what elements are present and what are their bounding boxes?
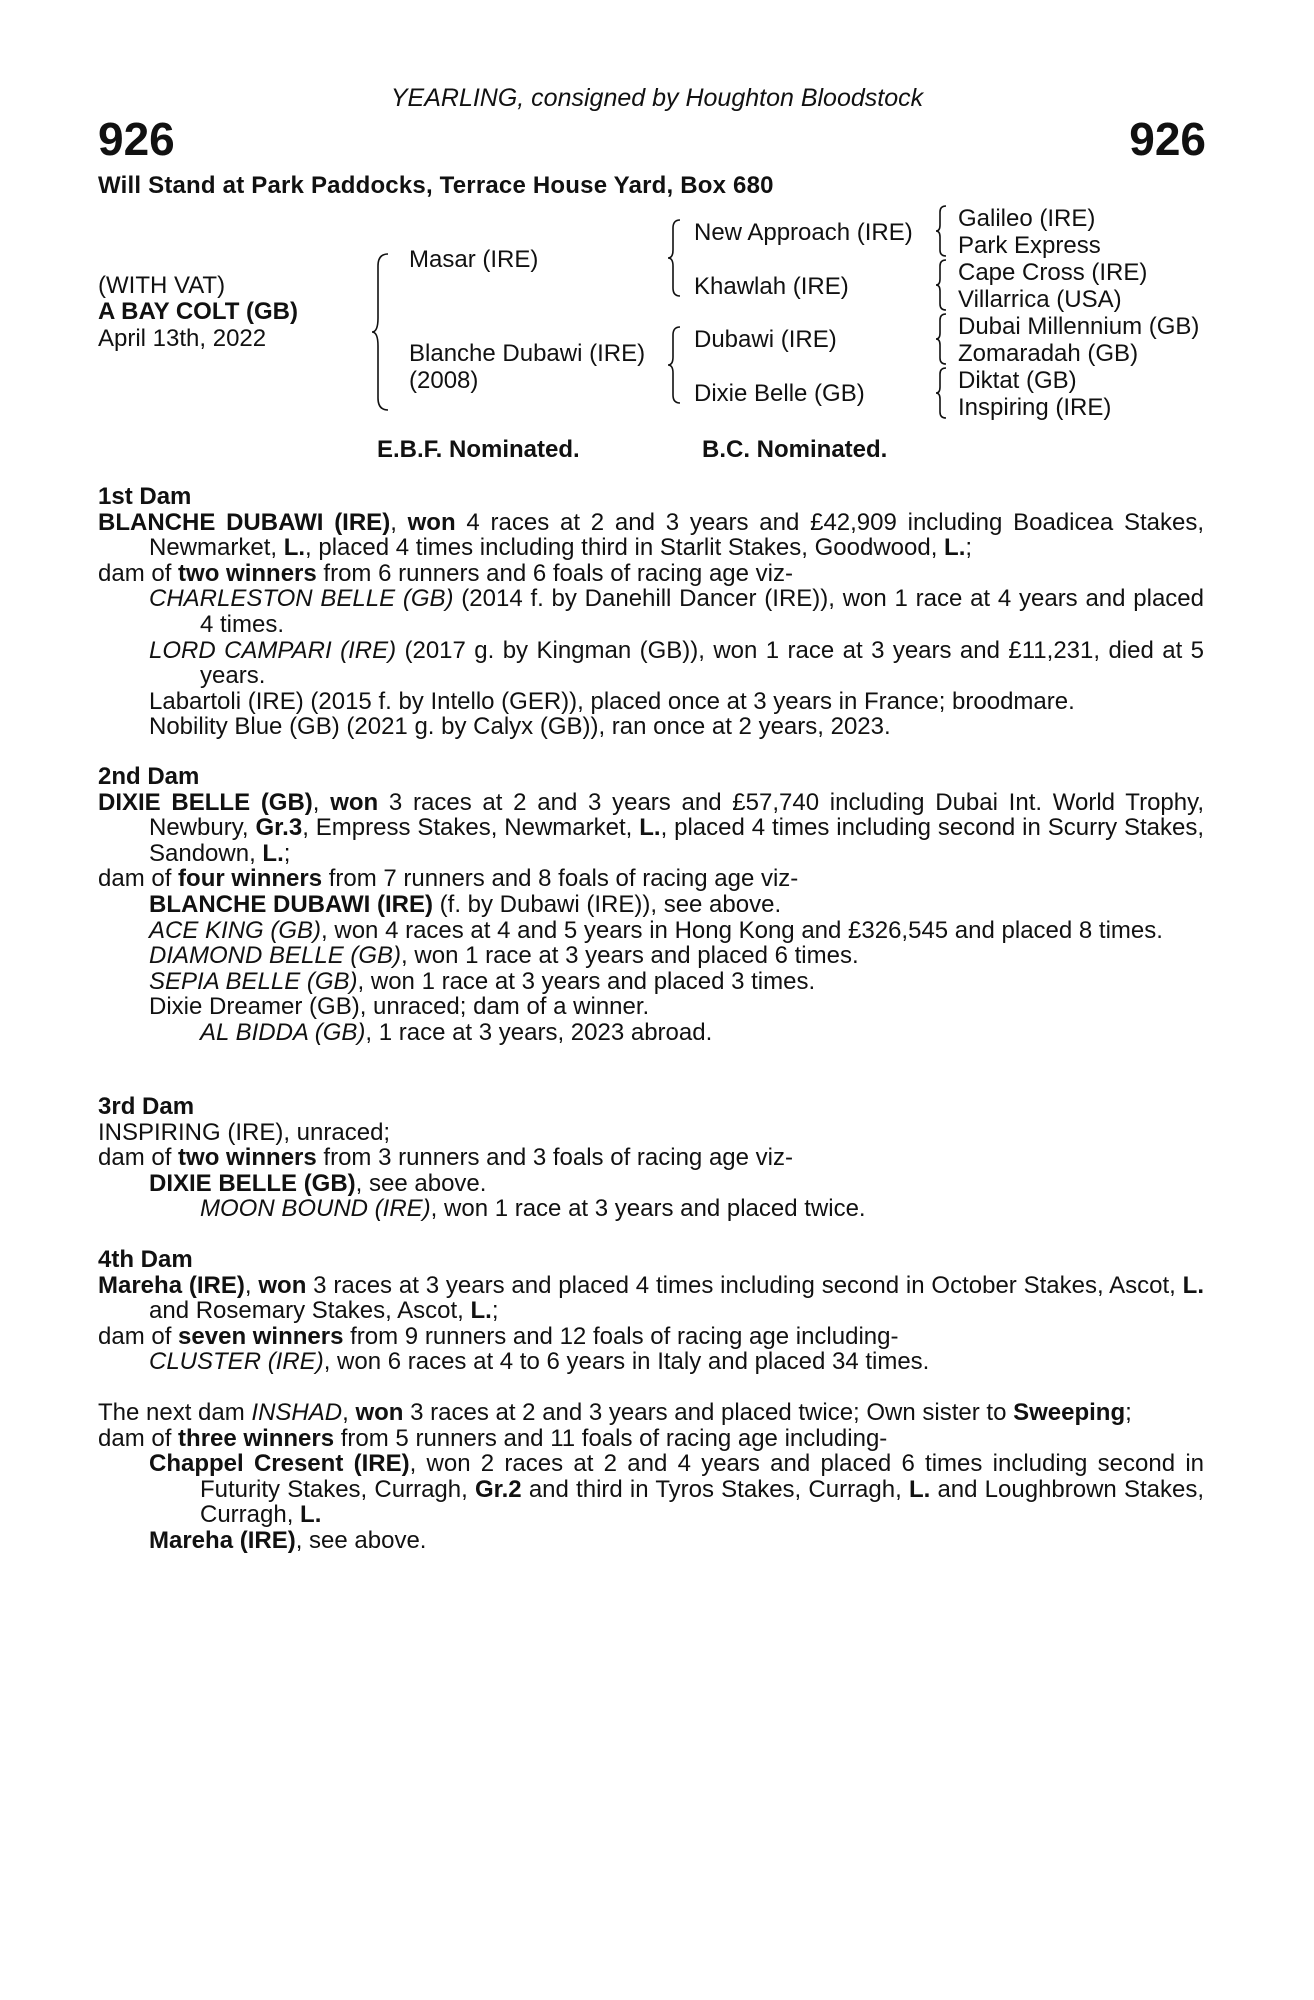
next-dam-dam-of-b: from 5 runners and 11 foals of racing age including- <box>334 1424 888 1452</box>
third-dam-section <box>98 1094 1204 1222</box>
third-dam-dam-of: dam of <box>98 1144 179 1172</box>
second-dam-produce-5 <box>98 994 1204 1020</box>
stand-location: Will Stand at Park Paddocks, Terrace House Yard, Box 680 <box>98 172 774 199</box>
lot-number-right: 926 <box>1129 113 1206 165</box>
pedigree-bracket-g2 <box>936 258 948 312</box>
first-dam-produce-3 <box>98 689 1204 715</box>
fourth-dam-produce-summary <box>98 1324 1204 1350</box>
second-dam-produce-3 <box>98 943 1204 969</box>
pedigree-g8: Inspiring (IRE) <box>958 394 1112 421</box>
second-dam-record-d: ; <box>283 839 291 867</box>
lot-number-left: 926 <box>98 113 175 165</box>
next-dam-winners: three winners <box>178 1424 335 1452</box>
foaling-date: April 13th, 2022 <box>98 325 267 352</box>
pedigree-sire: Masar (IRE) <box>409 246 539 273</box>
produce-text-c: and Loughbrown Stakes, Curragh, <box>200 1475 1204 1529</box>
second-dam-dam-of: dam of <box>98 865 179 893</box>
first-dam-section <box>98 484 1204 740</box>
first-dam-produce-2 <box>98 638 1204 689</box>
first-dam-produce-4 <box>98 714 1204 740</box>
first-dam-record: BLANCHE DUBAWI (IRE), won 4 races at 2 and 3 years and £42,909 including Boadicea Stakes, Newmarket, L., placed 4 times including third in Starlit Stakes, Goodwood, L.; <box>98 508 1205 562</box>
second-dam-record-c: , placed 4 times including second in Scurry Stakes, Sandown, <box>149 814 1205 867</box>
next-dam-intro: The next dam <box>98 1399 252 1426</box>
pedigree-g1: Galileo (IRE) <box>958 205 1096 232</box>
produce-text: Dixie Dreamer (GB), unraced; dam of a winner. <box>149 993 650 1021</box>
next-dam-won: won <box>355 1399 404 1426</box>
next-dam-record-b: ; <box>1125 1399 1132 1426</box>
vat-note: (WITH VAT) <box>98 272 226 299</box>
next-dam-produce-2 <box>98 1528 1204 1554</box>
first-dam-won: won <box>407 508 456 536</box>
produce-name: Mareha (IRE) <box>149 1526 296 1554</box>
pedigree-g4: Villarrica (USA) <box>958 286 1122 313</box>
fourth-dam-section <box>98 1247 1204 1375</box>
produce-name: DIXIE BELLE (GB) <box>149 1169 356 1197</box>
produce-group: Gr.2 <box>474 1475 522 1503</box>
first-dam-record-a: 4 races at 2 and 3 years and £42,909 including Boadicea Stakes, Newmarket, <box>149 508 1205 562</box>
third-dam-winners: two winners <box>178 1144 317 1172</box>
first-dam-listed-2: L. <box>944 534 966 562</box>
fourth-dam-record-c: ; <box>491 1297 499 1325</box>
produce-text: , see above. <box>355 1169 487 1197</box>
bc-nomination: B.C. Nominated. <box>702 436 888 463</box>
second-dam-heading: 2nd Dam <box>98 763 200 790</box>
second-dam-dam-of-b: from 7 runners and 8 foals of racing age viz- <box>322 865 799 893</box>
fourth-dam-listed-1: L. <box>1182 1271 1204 1299</box>
pedigree-bracket-g1 <box>936 204 948 258</box>
pedigree-g5: Dubai Millennium (GB) <box>958 313 1200 340</box>
first-dam-dam-of-b: from 6 runners and 6 foals of racing age viz- <box>316 559 793 587</box>
third-dam-dam-of-b: from 3 runners and 3 foals of racing age viz- <box>316 1144 793 1172</box>
produce-text: , won 4 races at 4 and 5 years in Hong Kong and £326,545 and placed 8 times. <box>321 916 1163 944</box>
fourth-dam-winners: seven winners <box>178 1322 344 1350</box>
pedigree-dam-year: (2008) <box>409 367 479 394</box>
pedigree-bracket-g3 <box>936 312 948 366</box>
first-dam-produce-summary <box>98 561 1204 587</box>
fourth-dam-listed-2: L. <box>470 1297 492 1325</box>
second-dam-winners: four winners <box>178 865 323 893</box>
fourth-dam-record: Mareha (IRE), won 3 races at 3 years and placed 4 times including second in October Stakes, Ascot, L. and Rosemary Stakes, Ascot, L.; <box>98 1271 1204 1325</box>
second-dam-section <box>98 764 1204 1046</box>
produce-name: DIAMOND BELLE (GB) <box>149 942 402 970</box>
second-dam-record: DIXIE BELLE (GB), won 3 races at 2 and 3 years and £57,740 including Dubai Int. World Trophy, Newbury, Gr.3, Empress Stakes, Newmarket, L., placed 4 times including second in Scurry Stakes, Sandown, L.; <box>98 788 1205 867</box>
third-dam-produce-summary <box>98 1145 1204 1171</box>
pedigree-g3: Cape Cross (IRE) <box>958 259 1148 286</box>
next-dam-dam-of: dam of <box>98 1424 179 1452</box>
pedigree-dam-dam: Dixie Belle (GB) <box>694 380 865 407</box>
fourth-dam-won: won <box>258 1271 307 1299</box>
second-dam-produce-4 <box>98 969 1204 995</box>
next-dam-sister: Sweeping <box>1013 1399 1126 1426</box>
produce-name: AL BIDDA (GB) <box>200 1018 366 1046</box>
produce-text: , won 1 race at 3 years and placed 6 times. <box>401 942 859 970</box>
next-dam-comma: , <box>342 1399 356 1426</box>
pedigree-g7: Diktat (GB) <box>958 367 1077 394</box>
fourth-dam-dam-of-b: from 9 runners and 12 foals of racing age including- <box>343 1322 899 1350</box>
fourth-dam-produce-1 <box>98 1349 1204 1375</box>
second-dam-group: Gr.3 <box>255 814 303 842</box>
produce-text-b: and third in Tyros Stakes, Curragh, <box>521 1475 909 1503</box>
third-dam-produce-1 <box>98 1171 1204 1197</box>
first-dam-record-c: ; <box>965 534 973 562</box>
produce-text: , won 1 race at 3 years and placed 3 times. <box>357 967 816 995</box>
produce-name: LORD CAMPARI (IRE) <box>149 636 397 664</box>
produce-text: , 1 race at 3 years, 2023 abroad. <box>365 1018 713 1046</box>
second-dam-produce-2 <box>98 918 1204 944</box>
pedigree-bracket-sire <box>668 218 682 298</box>
first-dam-record-b: , placed 4 times including third in Starlit Stakes, Goodwood, <box>305 534 945 562</box>
pedigree-bracket-main <box>372 252 390 412</box>
ebf-nomination: E.B.F. Nominated. <box>377 436 580 463</box>
pedigree-dam-sire: Dubawi (IRE) <box>694 326 837 353</box>
next-dam-produce-1 <box>98 1451 1204 1528</box>
first-dam-winners: two winners <box>178 559 317 587</box>
next-dam-record-a: 3 races at 2 and 3 years and placed twice; Own sister to <box>403 1399 1014 1426</box>
pedigree-g2: Park Express <box>958 232 1101 259</box>
fourth-dam-heading: 4th Dam <box>98 1246 193 1273</box>
next-dam-record <box>98 1400 1204 1426</box>
second-dam-record-b: , Empress Stakes, Newmarket, <box>302 814 640 842</box>
produce-name: MOON BOUND (IRE) <box>200 1195 431 1223</box>
horse-name: A BAY COLT (GB) <box>98 298 299 325</box>
fourth-dam-record-a: 3 races at 3 years and placed 4 times including second in October Stakes, Ascot, <box>306 1271 1183 1299</box>
first-dam-heading: 1st Dam <box>98 483 192 510</box>
second-dam-produce-summary <box>98 866 1204 892</box>
produce-name: CHARLESTON BELLE (GB) <box>149 585 454 613</box>
produce-name: CLUSTER (IRE) <box>149 1348 324 1376</box>
produce-text: (2014 f. by Danehill Dancer (IRE)), won 1 race at 4 years and placed 4 times. <box>200 585 1204 638</box>
produce-listed-2: L. <box>300 1501 322 1529</box>
third-dam-heading: 3rd Dam <box>98 1093 195 1120</box>
fourth-dam-name: Mareha (IRE) <box>98 1271 245 1299</box>
produce-name: BLANCHE DUBAWI (IRE) <box>149 890 433 918</box>
produce-text: , see above. <box>295 1526 427 1554</box>
pedigree-sire-dam: Khawlah (IRE) <box>694 273 849 300</box>
second-dam-won: won <box>330 788 379 816</box>
second-dam-name: DIXIE BELLE (GB) <box>98 788 313 816</box>
produce-text: , won 6 races at 4 to 6 years in Italy and placed 34 times. <box>323 1348 930 1376</box>
fourth-dam-record-b: and Rosemary Stakes, Ascot, <box>149 1297 471 1325</box>
first-dam-dam-of: dam of <box>98 559 179 587</box>
second-dam-record-a: 3 races at 2 and 3 years and £57,740 including Dubai Int. World Trophy, Newbury, <box>149 788 1204 842</box>
second-dam-produce-1 <box>98 892 1204 918</box>
produce-text: (f. by Dubawi (IRE)), see above. <box>432 890 782 918</box>
produce-text: Labartoli (IRE) (2015 f. by Intello (GER)), placed once at 3 years in France; broodmare. <box>149 687 1075 715</box>
first-dam-produce-1 <box>98 586 1204 637</box>
consignment-line: YEARLING, consigned by Houghton Bloodstock <box>390 84 924 112</box>
pedigree-g6: Zomaradah (GB) <box>958 340 1139 367</box>
first-dam-listed-1: L. <box>283 534 306 562</box>
fourth-dam-dam-of: dam of <box>98 1322 179 1350</box>
second-dam-listed-1: L. <box>639 814 661 842</box>
produce-listed-1: L. <box>908 1475 931 1503</box>
pedigree-bracket-g4 <box>936 366 948 420</box>
produce-text-a: , won 2 races at 2 and 4 years and placed 6 times including second in Futurity Stakes, Curragh, <box>200 1450 1205 1503</box>
pedigree-bracket-dam <box>668 325 682 405</box>
second-dam-listed-2: L. <box>262 839 284 867</box>
produce-name: Chappel Cresent (IRE) <box>149 1450 410 1478</box>
second-dam-produce-6 <box>98 1020 1204 1046</box>
produce-name: ACE KING (GB) <box>149 916 322 944</box>
produce-text: (2017 g. by Kingman (GB)), won 1 race at 3 years and £11,231, died at 5 years. <box>200 636 1205 690</box>
next-dam-produce-summary <box>98 1426 1204 1452</box>
produce-text: , won 1 race at 3 years and placed twice. <box>430 1195 866 1223</box>
produce-name: SEPIA BELLE (GB) <box>149 967 358 995</box>
next-dam-section <box>98 1400 1204 1554</box>
next-dam-name: INSHAD <box>251 1399 343 1426</box>
third-dam-record: INSPIRING (IRE), unraced; <box>98 1118 391 1146</box>
produce-text: Nobility Blue (GB) (2021 g. by Calyx (GB)), ran once at 2 years, 2023. <box>149 713 891 741</box>
third-dam-produce-2 <box>98 1196 1204 1222</box>
first-dam-name: BLANCHE DUBAWI (IRE) <box>98 508 391 536</box>
pedigree-sire-sire: New Approach (IRE) <box>694 219 913 246</box>
pedigree-dam: Blanche Dubawi (IRE) <box>409 340 646 367</box>
